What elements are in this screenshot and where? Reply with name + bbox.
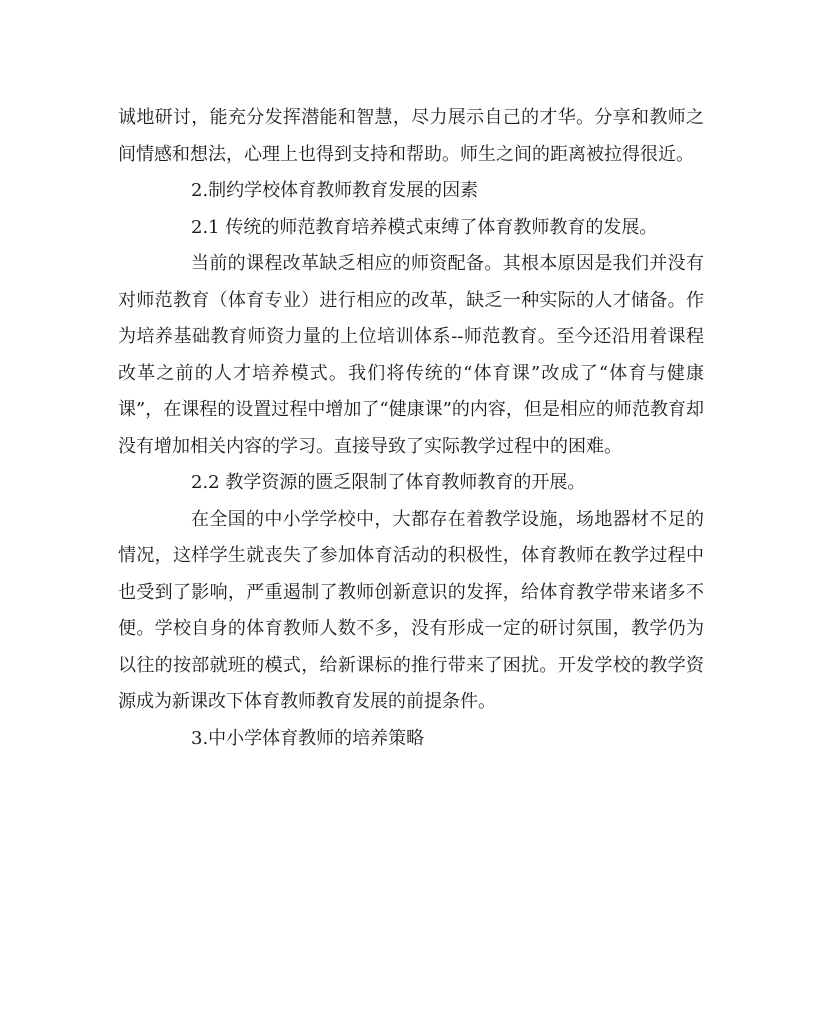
section-heading-2: 2.制约学校体育教师教育发展的因素 bbox=[191, 180, 479, 201]
document-page bbox=[118, 100, 704, 757]
body-paragraph-2-2: 在全国的中小学学校中，大都存在着教学设施，场地器材不足的情况，这样学生就丧失了参加体育活动的积极性，体育教师在教学过程中也受到了影响，严重遏制了教师创新意识的发挥，给体育教学带来诸多不便。学校自身的体育教师人数不多，没有形成一定的研讨氛围，教学仍为以往的按部就班的模式，给新课标的推行带来了困扰。开发学校的教学资源成为新课改下体育教师教育发展的前提条件。 bbox=[118, 508, 704, 712]
body-paragraph-continuation: 诚地研讨，能充分发挥潜能和智慧，尽力展示自己的才华。分享和教师之间情感和想法，心理上也得到支持和帮助。师生之间的距离被拉得很近。 bbox=[118, 107, 704, 165]
body-paragraph-2-1: 当前的课程改革缺乏相应的师资配备。其根本原因是我们并没有对师范教育（体育专业）进行相应的改革，缺乏一种实际的人才储备。作为培养基础教育师资力量的上位培训体系--师范教育。至今还沿用着课程改革之前的人才培养模式。我们将传统的“体育课”改成了“体育与健康课”，在课程的设置过程中增加了“健康课”的内容，但是相应的师范教育却没有增加相关内容的学习。直接导致了实际教学过程中的困难。 bbox=[118, 253, 704, 457]
subsection-heading-2-2: 2.2 教学资源的匮乏限制了体育教师教育的开展。 bbox=[191, 472, 586, 493]
subsection-heading-2-1: 2.1 传统的师范教育培养模式束缚了体育教师教育的发展。 bbox=[191, 216, 658, 238]
section-heading-3: 3.中小学体育教师的培养策略 bbox=[191, 727, 425, 749]
